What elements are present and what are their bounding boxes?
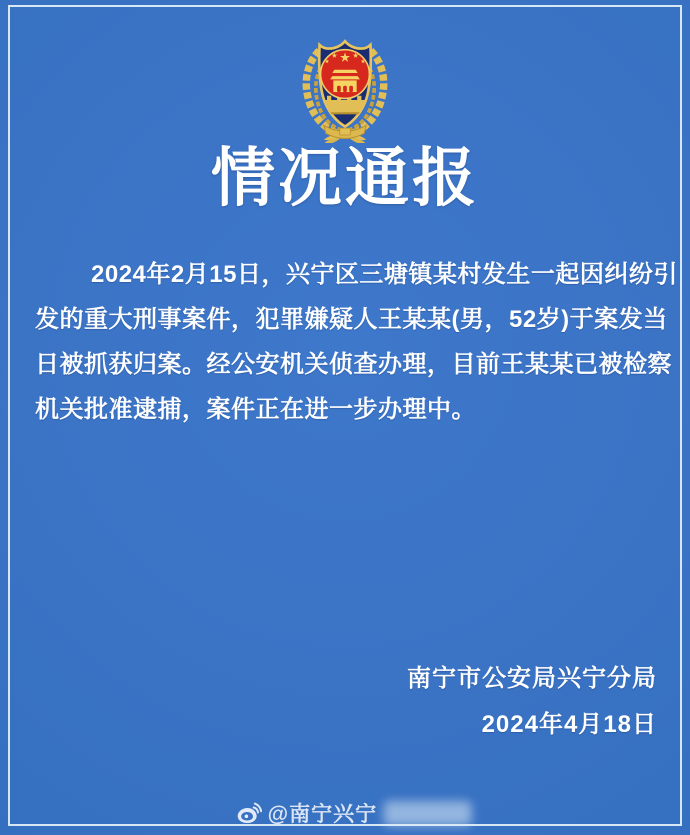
watermark [237,798,472,828]
watermark-handle: @南宁兴宁 [267,803,378,826]
signature-block [407,656,657,748]
body-line: 机关批准逮捕，案件正在进一步办理中。 [35,396,476,423]
weibo-icon [237,801,263,825]
body-line: 2024年2月15日，兴宁区三塘镇某村发生一起因纠纷引 [91,261,678,288]
notice-body [35,252,678,432]
signature-date: 2024年4月18日 [481,711,657,738]
watermark-blur-patch [384,801,472,826]
signature-agency: 南宁市公安局兴宁分局 [407,665,657,692]
police-emblem-icon [292,21,398,143]
body-line: 日被抓获归案。经公安机关侦查办理，目前王某某已被检察 [35,351,672,378]
body-line: 发的重大刑事案件，犯罪嫌疑人王某某(男，52岁)于案发当 [35,306,668,333]
notice-title: 情况通报 [211,142,479,214]
